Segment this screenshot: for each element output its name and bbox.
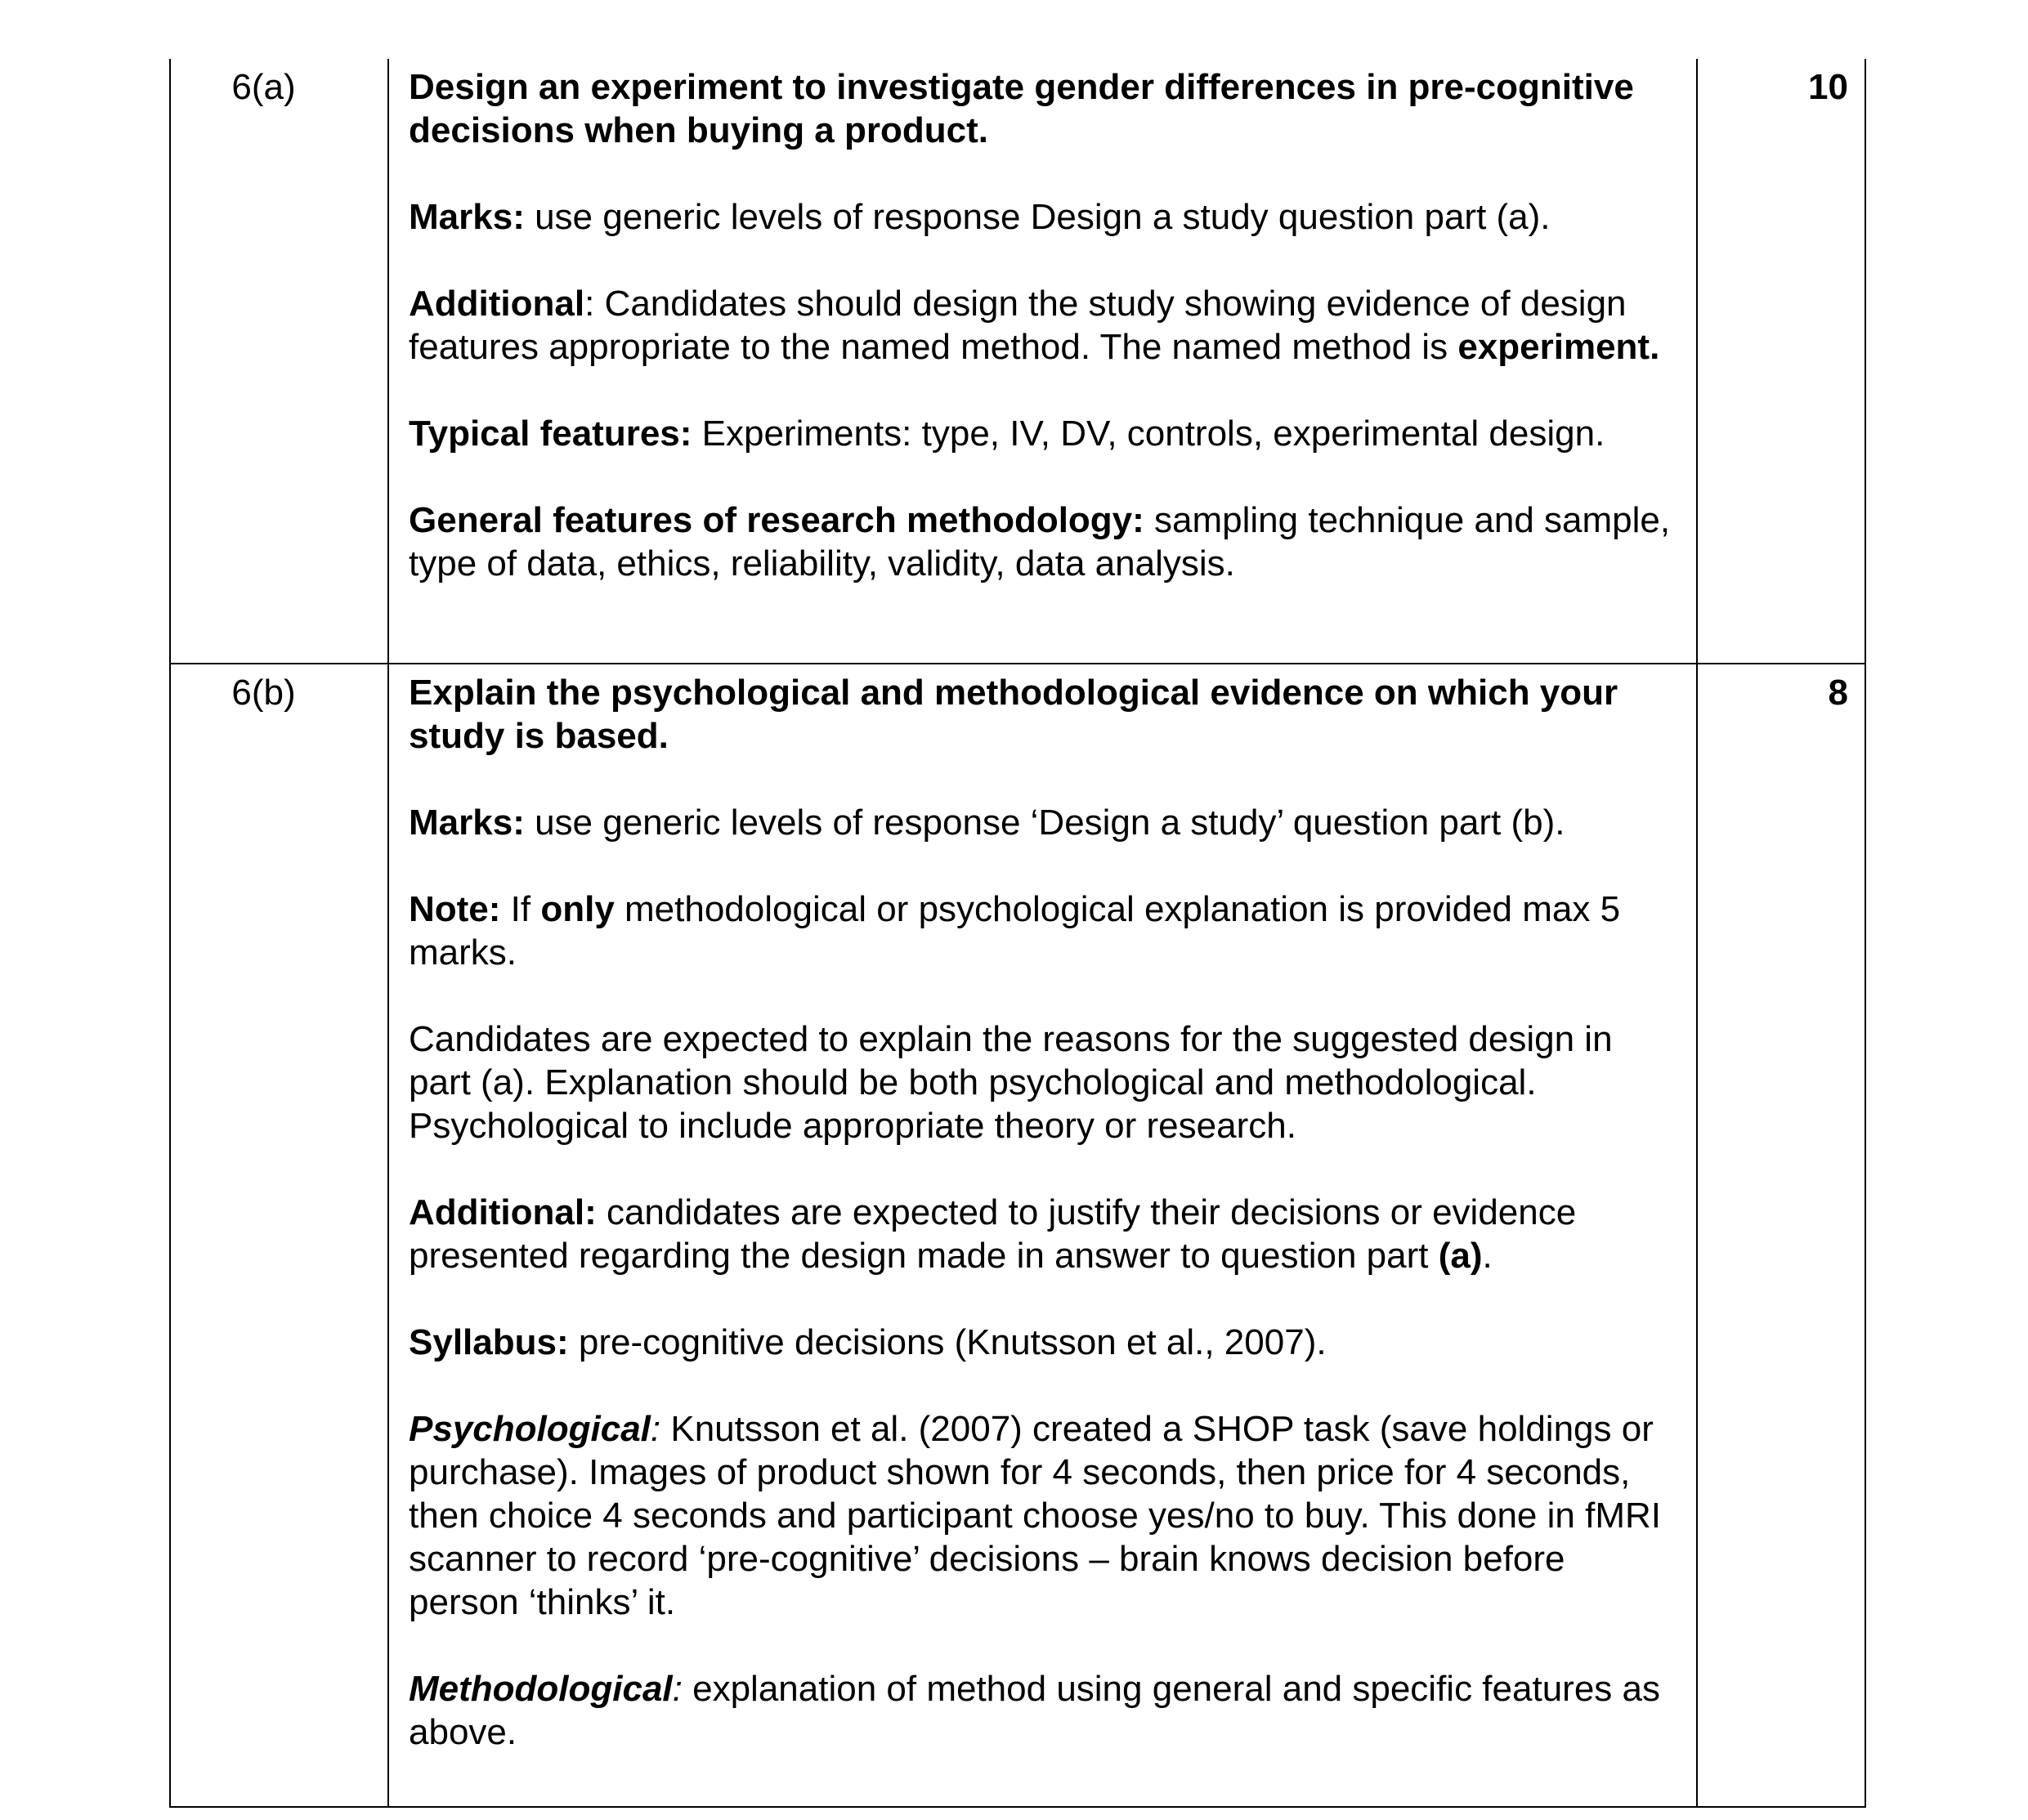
marks-value: 8 <box>1697 664 1865 1807</box>
answer-cell <box>388 59 1697 664</box>
table-row <box>170 59 1865 664</box>
additional-guidance: Additional: Candidates should design the study showing evidence of design features appropriate to the named method. The named method is experiment. <box>409 284 1660 367</box>
syllabus-reference: Syllabus: pre-cognitive decisions (Knutsson et al., 2007). <box>409 1322 1327 1362</box>
question-title: Design an experiment to investigate gender differences in pre-cognitive decisions when buying a product. <box>409 67 1634 150</box>
question-title: Explain the psychological and methodological evidence on which your study is based. <box>409 673 1618 756</box>
marks-guidance: Marks: use generic levels of response Design a study question part (a). <box>409 197 1551 237</box>
marks-guidance: Marks: use generic levels of response ‘Design a study’ question part (b). <box>409 803 1565 843</box>
question-number: 6(b) <box>170 664 388 1807</box>
mark-scheme-table <box>169 59 1866 1808</box>
additional-guidance: Additional: candidates are expected to justify their decisions or evidence presented regarding the design made in answer to question part (a). <box>409 1192 1577 1276</box>
marks-value: 10 <box>1697 59 1865 664</box>
expected-explanation: Candidates are expected to explain the reasons for the suggested design in part (a). Explanation should be both psychological and methodological. Psychological to include appropriate theory or research. <box>409 1019 1613 1146</box>
table-row <box>170 664 1865 1807</box>
answer-cell <box>388 664 1697 1807</box>
psychological-evidence: Psychological: Knutsson et al. (2007) created a SHOP task (save holdings or purchase). Images of product shown for 4 seconds, then price for 4 seconds, then choice 4 seconds and participant choose yes/no to buy. This done in fMRI scanner to record ‘pre-cognitive’ decisions – brain knows decision before person ‘thinks’ it. <box>409 1409 1661 1622</box>
typical-features: Typical features: Experiments: type, IV, DV, controls, experimental design. <box>409 414 1605 454</box>
question-number: 6(a) <box>170 59 388 664</box>
methodological-evidence: Methodological: explanation of method using general and specific features as above. <box>409 1669 1660 1752</box>
note-guidance: Note: If only methodological or psychological explanation is provided max 5 marks. <box>409 889 1621 973</box>
general-features: General features of research methodology: sampling technique and sample, type of data, ethics, reliability, validity, data analysis. <box>409 500 1671 584</box>
